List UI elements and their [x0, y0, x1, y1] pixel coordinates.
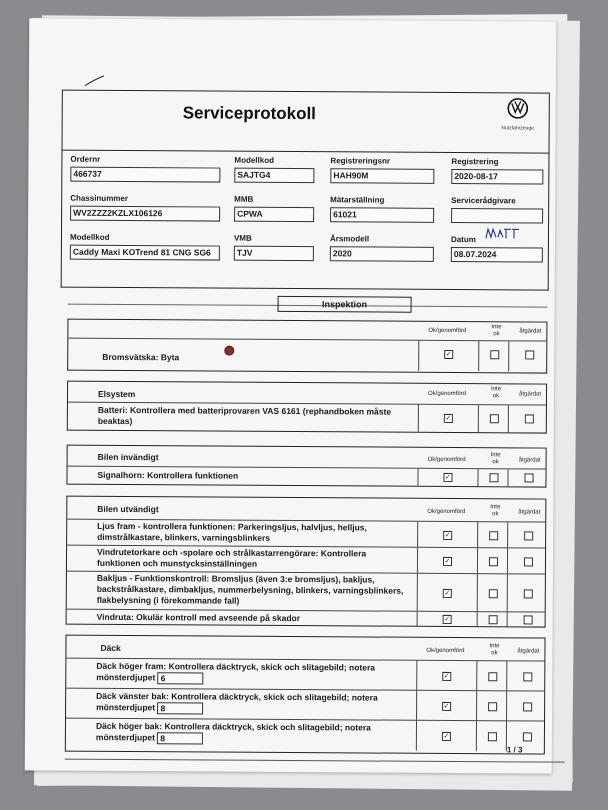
table-row [68, 403, 546, 433]
atgardat-checkbox[interactable] [523, 702, 532, 711]
col-ok-header: Ok/genomförd [427, 508, 466, 516]
section-title: Däck [100, 642, 121, 653]
document-page [25, 18, 557, 773]
col-ok-header: Ok/genomförd [426, 647, 465, 655]
row-text: Däck höger fram: Kontrollera däcktryck, skick och slitagebild; notera mönsterdjupet 6 [96, 660, 376, 684]
col-inte-ok-header: Inte ok [491, 386, 502, 400]
ok-checkbox[interactable]: ✓ [444, 557, 451, 565]
inte-ok-checkbox[interactable] [490, 414, 499, 423]
ok-checkbox[interactable]: ✓ [443, 702, 450, 710]
mmb-field: MMB CPWA [234, 195, 314, 222]
ok-checkbox[interactable]: ✓ [443, 672, 450, 680]
marker-dot-icon [224, 346, 234, 356]
table-row [67, 572, 545, 613]
section-bromsvatska [67, 319, 547, 374]
col-ok-header: Ok/genomförd [427, 390, 467, 398]
section-bilen-utvandigt [66, 496, 547, 628]
section-title: Bilen utvändigt [97, 503, 159, 515]
row-text: Ljus fram - kontrollera funktionen: Parkeringsljus, halvljus, helljus, dimstrålkastare, blinkers, varningsblinkers [97, 520, 367, 543]
vw-logo-icon [507, 97, 529, 119]
section-header [68, 382, 546, 406]
row-text: Däck höger bak: Kontrollera däcktryck, skick och slitagebild; notera mönsterdjupet 8 [95, 720, 371, 744]
ok-checkbox[interactable]: ✓ [444, 615, 451, 623]
ok-checkbox[interactable]: ✓ [443, 732, 450, 740]
section-title: Bilen invändigt [97, 451, 159, 463]
inte-ok-checkbox[interactable] [490, 350, 499, 359]
registreringsnr-field: Registreringsnr HAH90M [330, 156, 434, 184]
inspektion-heading: Inspektion [278, 296, 412, 313]
section-header [67, 497, 545, 523]
datum-field: Datum 08.07.2024 [451, 235, 543, 263]
vmb-field: VMB TJV [234, 234, 314, 261]
footer-rule [65, 759, 565, 763]
inte-ok-checkbox[interactable] [489, 589, 498, 598]
tread-depth-input[interactable]: 8 [157, 732, 203, 744]
row-text: Vindrutetorkare och -spolare och strålkastarrengörare: Kontrollera funktionen och munstycksinställningen [96, 546, 367, 569]
page-number: 1 / 3 [506, 745, 523, 755]
ok-checkbox[interactable]: ✓ [445, 414, 452, 422]
col-atgardat-header: åtgärdat [518, 457, 541, 464]
inte-ok-checkbox[interactable] [489, 531, 498, 540]
section-bilen-invandigt [66, 445, 546, 488]
atgardat-checkbox[interactable] [524, 531, 533, 540]
col-inte-ok-header: Inte ok [490, 504, 501, 518]
modellkod-beskrivning-field: Modellkod Caddy Maxi KOTrend 81 CNG SG6 [70, 233, 220, 261]
brand-subtitle: Nutzfahrzeuge [501, 125, 534, 132]
section-header [66, 636, 544, 662]
signature-icon [484, 226, 544, 240]
atgardat-checkbox[interactable] [524, 473, 533, 482]
atgardat-checkbox[interactable] [524, 557, 533, 566]
section-elsystem [67, 381, 547, 434]
ok-checkbox[interactable]: ✓ [445, 473, 451, 481]
col-inte-ok-header: Inte ok [489, 643, 500, 657]
tread-depth-input[interactable]: 8 [157, 702, 203, 714]
atgardat-checkbox[interactable] [523, 672, 532, 681]
row-text: Signalhorn: Kontrollera funktionen [97, 469, 239, 481]
table-row [67, 610, 545, 628]
atgardat-checkbox[interactable] [525, 414, 534, 423]
inte-ok-checkbox[interactable] [488, 672, 497, 681]
ok-checkbox[interactable]: ✓ [444, 531, 451, 539]
col-atgardat-header: åtgärdat [518, 391, 542, 398]
vehicle-info-panel [61, 147, 550, 291]
row-text: Däck vänster bak: Kontrollera däcktryck, skick och slitagebild; notera mönsterdjupet 8 [96, 690, 378, 714]
col-atgardat-header: åtgärdat [518, 509, 541, 516]
table-row [67, 467, 545, 487]
page-title: Serviceprotokoll [182, 103, 317, 124]
col-inte-ok-header: Inte ok [490, 452, 501, 466]
section-header [68, 446, 546, 470]
table-row [66, 659, 544, 692]
matarstallning-field: Mätarställning 61021 [330, 195, 434, 223]
chassinummer-field: Chassinummer WV2ZZZ2KZLX106126 [70, 194, 220, 222]
registrering-field: Registrering 2020-08-17 [451, 157, 543, 185]
tread-depth-input[interactable]: 6 [158, 672, 204, 684]
inte-ok-checkbox[interactable] [489, 557, 498, 566]
section-dack [65, 635, 546, 755]
table-row [68, 339, 546, 372]
atgardat-checkbox[interactable] [524, 615, 533, 624]
col-atgardat-header: åtgärdat [517, 648, 540, 655]
col-ok-header: Ok/genomförd [427, 456, 466, 464]
inte-ok-checkbox[interactable] [489, 473, 498, 482]
atgardat-checkbox[interactable] [525, 350, 534, 359]
atgardat-checkbox[interactable] [524, 589, 533, 598]
row-text: Batteri: Kontrollera med batteriprovaren VAS 6161 (rephandboken måste beaktas) [97, 404, 392, 427]
table-row [67, 520, 545, 549]
pen-mark-icon [84, 74, 106, 88]
table-row [67, 546, 545, 575]
atgardat-checkbox[interactable] [523, 732, 532, 741]
col-ok-header: Ok/genomförd [428, 327, 467, 335]
row-text: Bakljus - Funktionskontroll: Bromsljus (även 3:e bromsljus), bakljus, backstrålkastare, dimbakljus, nummerbelysning, blinkers, varningsblinkers, flakbelysning (i förekommande fall) [96, 572, 404, 606]
ordernr-field: Ordernr 466737 [70, 155, 220, 183]
table-row [66, 689, 544, 722]
arsmodell-field: Årsmodell 2020 [330, 234, 434, 262]
table-row [66, 719, 544, 755]
row-text: Bromsvätska: Byta [102, 351, 180, 363]
inte-ok-checkbox[interactable] [489, 615, 498, 624]
col-atgardat-header: åtgärdat [519, 328, 542, 335]
row-text: Vindruta: Okulär kontroll med avseende på skador [96, 611, 301, 624]
vw-logo [497, 97, 539, 131]
inte-ok-checkbox[interactable] [488, 702, 497, 711]
modellkod-field: Modellkod SAJTG4 [234, 156, 314, 183]
title-box [61, 90, 549, 154]
section-title: Elsystem [97, 388, 136, 400]
ok-checkbox[interactable]: ✓ [445, 350, 452, 358]
ok-checkbox[interactable]: ✓ [444, 589, 451, 597]
inte-ok-checkbox[interactable] [488, 732, 497, 741]
servicerad-field: Servicerådgivare [451, 196, 543, 224]
col-inte-ok-header: Inte ok [491, 324, 502, 338]
